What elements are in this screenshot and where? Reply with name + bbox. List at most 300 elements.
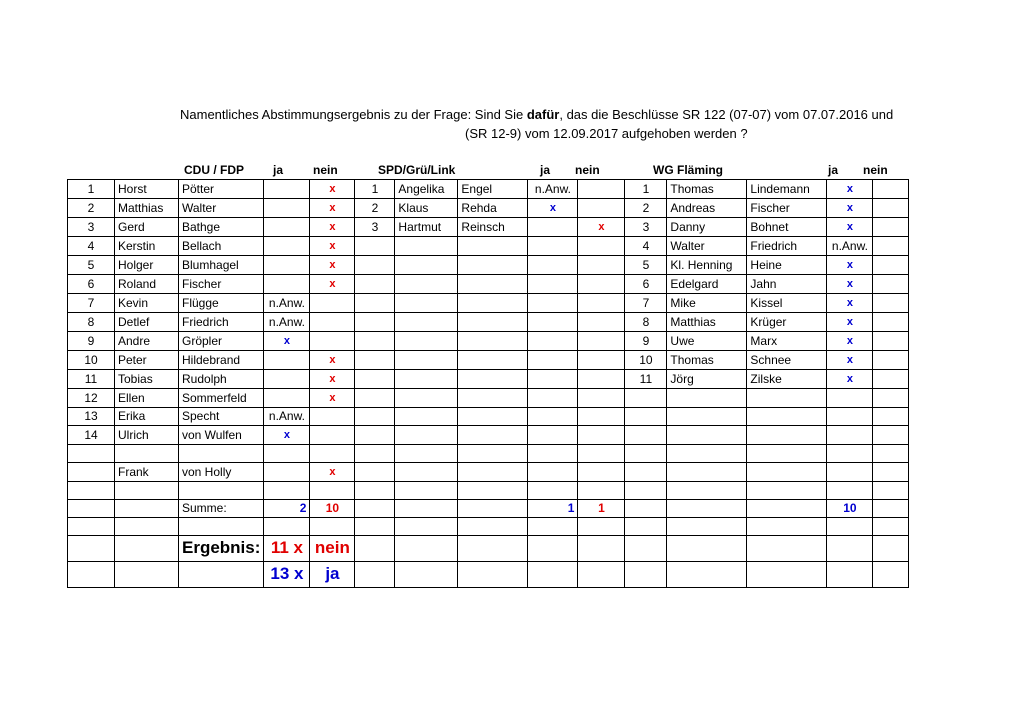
g3-first-name	[667, 218, 747, 237]
g2-ja	[528, 218, 578, 237]
g3-ja-text: x	[846, 373, 853, 385]
g1-number	[68, 256, 115, 275]
g1-last-name	[179, 332, 264, 351]
g2-nein	[578, 445, 625, 463]
table-row	[68, 351, 909, 370]
ergebnis-label-text: Ergebnis:	[182, 538, 261, 557]
g3-first-name-text: Jörg	[670, 371, 694, 386]
g3-last-name	[747, 294, 827, 313]
g3-first-name	[667, 256, 747, 275]
g1-first-name-text: Ulrich	[118, 427, 149, 442]
empty-cell	[873, 562, 909, 588]
g2-first-name	[395, 482, 458, 500]
g3-last-name	[747, 180, 827, 199]
empty-cell	[355, 562, 395, 588]
g2-nein	[578, 351, 625, 370]
summe-cdu-ja	[264, 500, 310, 518]
title-line-2: (SR 12-9) vom 12.09.2017 aufgehoben werden ?	[465, 126, 748, 141]
g1-first-name	[115, 313, 179, 332]
table-row	[68, 199, 909, 218]
g1-ja	[264, 294, 310, 313]
g3-number-text: 2	[642, 200, 650, 215]
empty-cell	[827, 536, 873, 562]
g1-number	[68, 351, 115, 370]
g2-nein	[578, 482, 625, 500]
g3-ja-text: n.Anw.	[831, 238, 868, 253]
g2-ja	[528, 180, 578, 199]
g2-ja	[528, 256, 578, 275]
g1-last-name-text: Flügge	[182, 295, 219, 310]
g3-number	[625, 256, 667, 275]
empty-cell	[355, 518, 395, 536]
g2-nein	[578, 463, 625, 482]
g1-first-name-text: Kevin	[118, 295, 149, 310]
summe-spd-nein	[578, 500, 625, 518]
g2-number	[355, 313, 395, 332]
empty-cell	[458, 536, 528, 562]
header-cdu-fdp: CDU / FDP	[184, 163, 244, 177]
g2-nein	[578, 332, 625, 351]
empty-cell	[115, 562, 179, 588]
g2-first-name	[395, 332, 458, 351]
g1-last-name	[179, 445, 264, 463]
g1-ja	[264, 218, 310, 237]
g2-number	[355, 351, 395, 370]
g2-number	[355, 199, 395, 218]
g3-last-name	[747, 426, 827, 445]
g1-nein	[310, 408, 355, 426]
g1-nein-text: x	[329, 183, 336, 195]
g1-ja	[264, 313, 310, 332]
g3-last-name-text: Zilske	[750, 371, 782, 386]
g2-last-name-text: Rehda	[461, 200, 497, 215]
header-cdu-nein: nein	[313, 163, 338, 177]
g3-number-text: 1	[642, 181, 650, 196]
g3-number	[625, 313, 667, 332]
g1-ja	[264, 482, 310, 500]
g2-nein	[578, 370, 625, 389]
empty-cell	[264, 518, 310, 536]
g1-last-name-text: Rudolph	[182, 371, 227, 386]
summe-wg-ja-text: 10	[843, 501, 857, 515]
g1-nein	[310, 313, 355, 332]
g1-last-name-text: Friedrich	[182, 314, 229, 329]
g2-first-name	[395, 199, 458, 218]
g1-first-name-text: Roland	[118, 276, 157, 291]
empty-cell	[68, 518, 115, 536]
g3-nein	[873, 237, 909, 256]
g1-number-text: 8	[87, 314, 95, 329]
g3-ja	[827, 463, 873, 482]
g2-first-name	[395, 313, 458, 332]
g2-last-name	[458, 445, 528, 463]
g1-first-name-text: Tobias	[118, 371, 153, 386]
g1-first-name	[115, 426, 179, 445]
g1-ja	[264, 180, 310, 199]
g2-first-name	[395, 237, 458, 256]
g1-nein	[310, 275, 355, 294]
g2-ja	[528, 389, 578, 408]
vote-table	[67, 179, 909, 588]
g1-number	[68, 426, 115, 445]
g3-last-name-text: Lindemann	[750, 181, 810, 196]
g3-first-name	[667, 351, 747, 370]
g2-first-name	[395, 256, 458, 275]
table-row	[68, 445, 909, 463]
empty-cell	[667, 518, 747, 536]
g3-last-name	[747, 370, 827, 389]
table-row	[68, 275, 909, 294]
g1-nein-text: x	[329, 240, 336, 252]
summe-cdu-nein	[310, 500, 355, 518]
empty-cell	[578, 562, 625, 588]
ergebnis-row	[68, 536, 909, 562]
g2-last-name	[458, 237, 528, 256]
g1-number-text: 1	[87, 181, 95, 196]
g3-ja	[827, 370, 873, 389]
empty-cell	[179, 562, 264, 588]
g3-ja	[827, 294, 873, 313]
empty-cell	[355, 500, 395, 518]
empty-cell	[115, 518, 179, 536]
g2-first-name	[395, 351, 458, 370]
g3-last-name	[747, 389, 827, 408]
g2-ja	[528, 351, 578, 370]
g1-number-text: 2	[87, 200, 95, 215]
g1-first-name-text: Detlef	[118, 314, 150, 329]
header-cdu-ja: ja	[273, 163, 284, 177]
g1-last-name	[179, 370, 264, 389]
empty-cell	[528, 562, 578, 588]
empty-cell	[578, 536, 625, 562]
summe-wg-ja	[827, 500, 873, 518]
empty-cell	[68, 562, 115, 588]
g1-number	[68, 294, 115, 313]
g3-nein	[873, 180, 909, 199]
table-row	[68, 463, 909, 482]
g3-nein	[873, 332, 909, 351]
g1-last-name	[179, 463, 264, 482]
g3-number	[625, 199, 667, 218]
g3-nein	[873, 408, 909, 426]
g3-last-name-text: Krüger	[750, 314, 787, 329]
empty-cell	[68, 500, 115, 518]
g3-last-name-text: Heine	[750, 257, 782, 272]
empty-cell	[528, 536, 578, 562]
g2-number	[355, 256, 395, 275]
g1-nein	[310, 370, 355, 389]
g1-first-name	[115, 180, 179, 199]
g1-first-name	[115, 482, 179, 500]
g2-ja	[528, 313, 578, 332]
ergebnis-ja-label-text: ja	[325, 564, 340, 583]
g1-nein	[310, 294, 355, 313]
g3-nein	[873, 445, 909, 463]
g3-ja	[827, 313, 873, 332]
g1-first-name-text: Gerd	[118, 219, 145, 234]
g3-ja-text: x	[846, 221, 853, 233]
g1-ja	[264, 332, 310, 351]
g2-number	[355, 218, 395, 237]
g1-first-name	[115, 332, 179, 351]
g1-nein	[310, 426, 355, 445]
table-row	[68, 426, 909, 445]
g1-last-name	[179, 426, 264, 445]
g1-number	[68, 180, 115, 199]
g1-ja	[264, 275, 310, 294]
g1-number	[68, 199, 115, 218]
g3-nein	[873, 426, 909, 445]
header-spd-ja: ja	[540, 163, 551, 177]
g3-number	[625, 408, 667, 426]
g2-last-name	[458, 426, 528, 445]
empty-cell	[667, 536, 747, 562]
g3-nein	[873, 199, 909, 218]
g1-last-name-text: von Holly	[182, 464, 232, 479]
g3-ja-text: x	[846, 202, 853, 214]
g1-nein	[310, 463, 355, 482]
g1-nein	[310, 199, 355, 218]
g2-number	[355, 332, 395, 351]
header-wg-nein: nein	[863, 163, 888, 177]
table-row	[68, 237, 909, 256]
g1-ja-text: x	[283, 335, 290, 347]
g1-nein-text: x	[329, 221, 336, 233]
g1-first-name-text: Matthias	[118, 200, 164, 215]
g2-number-text: 2	[371, 200, 379, 215]
g3-ja	[827, 237, 873, 256]
g1-number	[68, 370, 115, 389]
g1-nein-text: x	[329, 392, 336, 404]
g1-number	[68, 463, 115, 482]
g1-first-name	[115, 463, 179, 482]
g1-last-name	[179, 351, 264, 370]
g3-first-name-text: Mike	[670, 295, 696, 310]
g3-ja	[827, 275, 873, 294]
g2-nein-text: x	[598, 221, 605, 233]
g3-number	[625, 389, 667, 408]
g2-first-name	[395, 463, 458, 482]
g3-last-name	[747, 218, 827, 237]
g3-last-name-text: Schnee	[750, 352, 792, 367]
g3-first-name	[667, 426, 747, 445]
ergebnis-row	[68, 562, 909, 588]
g2-first-name-text: Hartmut	[398, 219, 442, 234]
g1-nein	[310, 332, 355, 351]
table-row	[68, 256, 909, 275]
g2-last-name	[458, 370, 528, 389]
g3-last-name-text: Bohnet	[750, 219, 789, 234]
g3-ja-text: x	[846, 335, 853, 347]
empty-cell	[625, 500, 667, 518]
g1-last-name	[179, 294, 264, 313]
g2-nein	[578, 389, 625, 408]
g3-first-name	[667, 237, 747, 256]
empty-cell	[578, 518, 625, 536]
g2-number	[355, 408, 395, 426]
empty-cell	[747, 536, 827, 562]
g2-number	[355, 370, 395, 389]
g2-first-name	[395, 370, 458, 389]
empty-cell	[395, 518, 458, 536]
g1-ja	[264, 199, 310, 218]
g3-last-name	[747, 275, 827, 294]
g1-last-name-text: Fischer	[182, 276, 222, 291]
g2-ja	[528, 294, 578, 313]
g3-last-name	[747, 351, 827, 370]
g3-nein	[873, 389, 909, 408]
g1-last-name-text: von Wulfen	[182, 427, 242, 442]
empty-cell	[395, 500, 458, 518]
g1-first-name	[115, 218, 179, 237]
g2-first-name	[395, 294, 458, 313]
g3-number-text: 8	[642, 314, 650, 329]
g2-ja	[528, 463, 578, 482]
g3-number	[625, 332, 667, 351]
g3-nein	[873, 463, 909, 482]
g2-number	[355, 237, 395, 256]
g2-last-name-text: Reinsch	[461, 219, 505, 234]
ergebnis-ja-count-text: 13 x	[270, 564, 304, 583]
g3-ja-text: x	[846, 316, 853, 328]
g1-number-text: 12	[84, 390, 98, 405]
g3-number-text: 3	[642, 219, 650, 234]
g2-nein	[578, 218, 625, 237]
g2-first-name-text: Angelika	[398, 181, 445, 196]
g3-last-name-text: Fischer	[750, 200, 790, 215]
empty-cell	[310, 518, 355, 536]
g1-number-text: 14	[84, 427, 98, 442]
g3-last-name	[747, 408, 827, 426]
summe-wg-nein	[873, 500, 909, 518]
g1-number	[68, 445, 115, 463]
g3-first-name	[667, 482, 747, 500]
empty-cell	[458, 562, 528, 588]
ergebnis-nein-count	[264, 536, 310, 562]
g2-ja	[528, 199, 578, 218]
g2-number-text: 1	[371, 181, 379, 196]
g3-number	[625, 463, 667, 482]
g1-last-name-text: Blumhagel	[182, 257, 239, 272]
g1-number	[68, 218, 115, 237]
g3-first-name-text: Uwe	[670, 333, 695, 348]
g1-nein-text: x	[329, 202, 336, 214]
g1-nein	[310, 237, 355, 256]
g1-ja-text: x	[283, 429, 290, 441]
g2-last-name	[458, 332, 528, 351]
g3-number-text: 11	[639, 371, 653, 386]
g1-last-name	[179, 275, 264, 294]
g3-number	[625, 426, 667, 445]
g3-first-name	[667, 370, 747, 389]
g2-ja	[528, 332, 578, 351]
g1-number-text: 10	[84, 352, 98, 367]
g1-first-name-text: Kerstin	[118, 238, 156, 253]
empty-cell	[115, 536, 179, 562]
g1-number	[68, 389, 115, 408]
g2-first-name	[395, 218, 458, 237]
table-row	[68, 518, 909, 536]
g2-number	[355, 426, 395, 445]
g2-ja	[528, 445, 578, 463]
g1-number	[68, 313, 115, 332]
g3-first-name-text: Thomas	[670, 352, 714, 367]
g3-nein	[873, 313, 909, 332]
g3-first-name	[667, 389, 747, 408]
g3-first-name	[667, 408, 747, 426]
g1-last-name-text: Sommerfeld	[182, 390, 247, 405]
empty-cell	[68, 536, 115, 562]
g1-nein-text: x	[329, 259, 336, 271]
g2-number-text: 3	[371, 219, 379, 234]
g3-number-text: 7	[642, 295, 650, 310]
g3-last-name	[747, 482, 827, 500]
g3-number	[625, 351, 667, 370]
empty-cell	[458, 518, 528, 536]
table-row	[68, 332, 909, 351]
g1-first-name-text: Andre	[118, 333, 151, 348]
table-row	[68, 408, 909, 426]
g2-first-name	[395, 426, 458, 445]
g2-nein	[578, 275, 625, 294]
g1-first-name	[115, 275, 179, 294]
header-spd-nein: nein	[575, 163, 600, 177]
g2-first-name	[395, 389, 458, 408]
g1-number-text: 7	[87, 295, 95, 310]
ergebnis-label	[179, 536, 264, 562]
table-row	[68, 180, 909, 199]
summe-spd-nein-text: 1	[598, 501, 605, 515]
g1-first-name-text: Holger	[118, 257, 154, 272]
summe-cdu-nein-text: 10	[325, 501, 340, 515]
g3-number	[625, 370, 667, 389]
table-row	[68, 313, 909, 332]
g2-last-name	[458, 199, 528, 218]
g3-first-name	[667, 294, 747, 313]
g2-number	[355, 482, 395, 500]
g1-ja-text: n.Anw.	[268, 314, 305, 329]
g3-first-name	[667, 180, 747, 199]
table-row	[68, 370, 909, 389]
g2-last-name	[458, 389, 528, 408]
g1-ja-text: n.Anw.	[268, 409, 305, 423]
g1-first-name	[115, 389, 179, 408]
g1-last-name	[179, 199, 264, 218]
g3-ja-text: x	[846, 183, 853, 195]
g1-last-name	[179, 256, 264, 275]
g1-nein-text: x	[329, 354, 336, 366]
table-row	[68, 389, 909, 408]
g1-number	[68, 237, 115, 256]
g1-last-name	[179, 180, 264, 199]
g3-ja	[827, 408, 873, 426]
g3-ja	[827, 389, 873, 408]
g2-ja	[528, 237, 578, 256]
g1-ja	[264, 256, 310, 275]
g2-last-name	[458, 408, 528, 426]
empty-cell	[827, 518, 873, 536]
g2-last-name	[458, 256, 528, 275]
empty-cell	[667, 562, 747, 588]
empty-cell	[458, 500, 528, 518]
g1-last-name	[179, 389, 264, 408]
summe-row	[68, 500, 909, 518]
g1-ja	[264, 237, 310, 256]
g3-nein	[873, 256, 909, 275]
g2-nein	[578, 237, 625, 256]
g1-first-name	[115, 256, 179, 275]
g3-number-text: 10	[639, 352, 653, 367]
